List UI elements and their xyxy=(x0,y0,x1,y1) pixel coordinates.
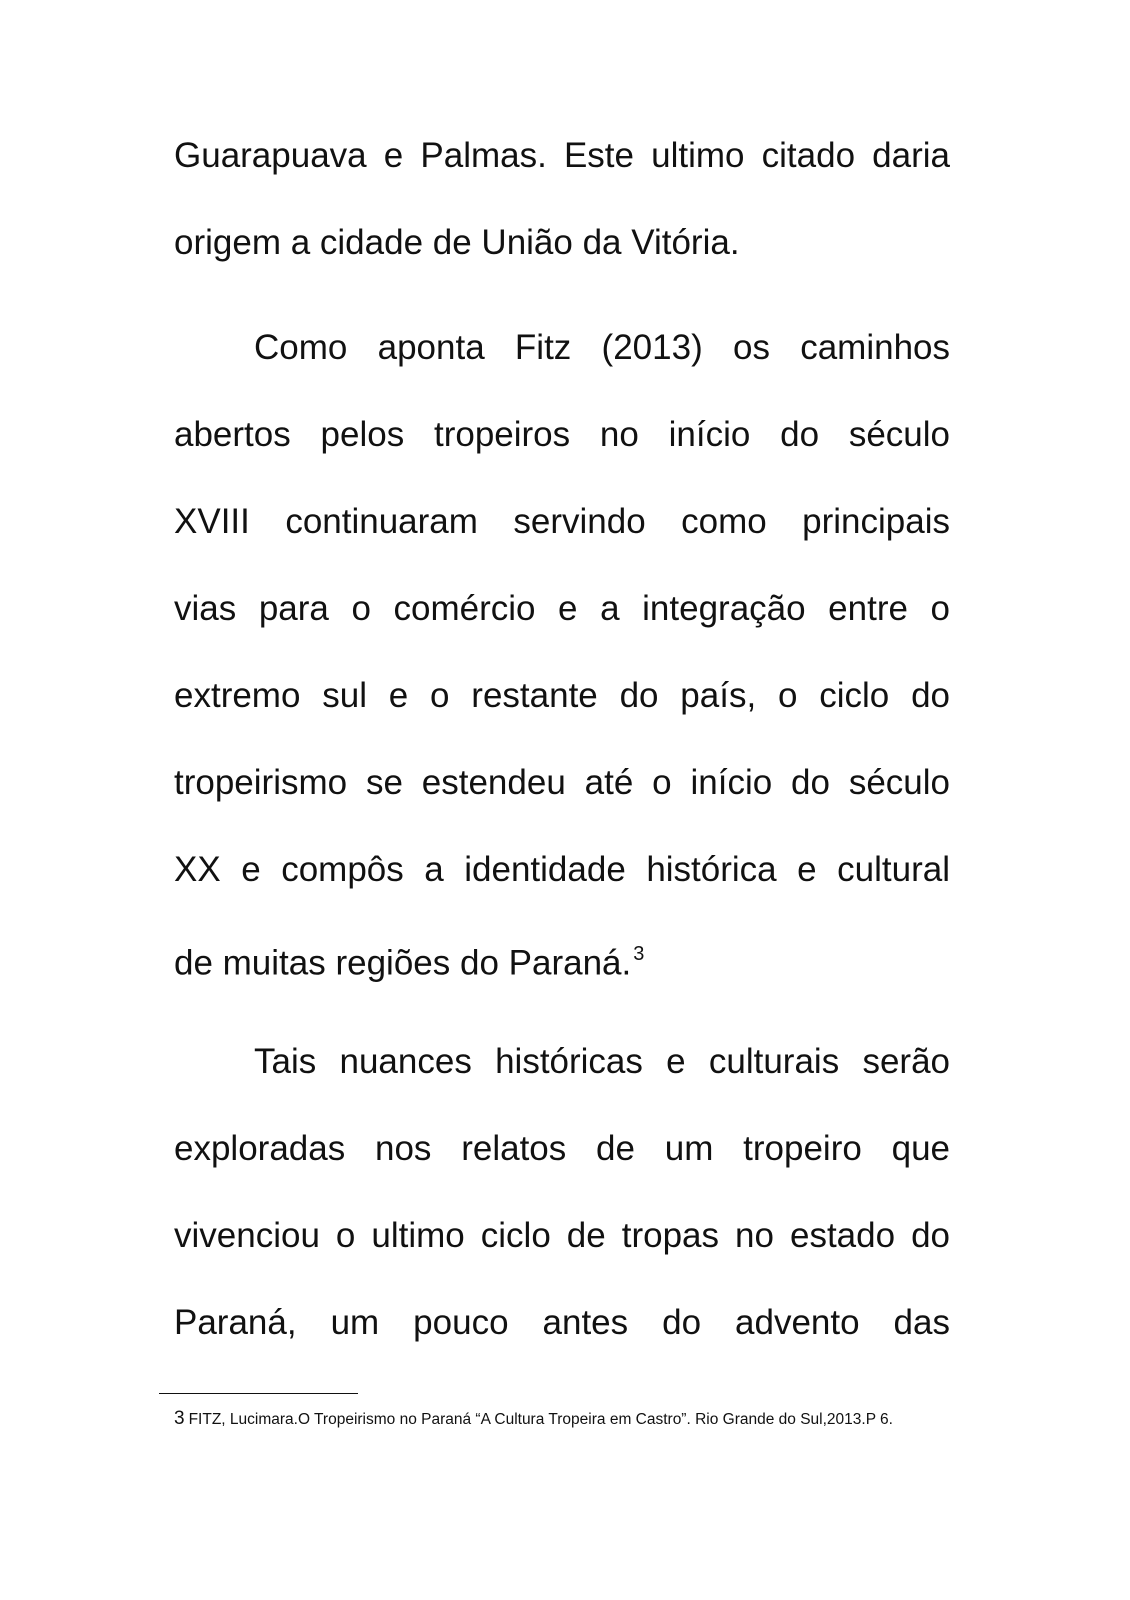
footnote-number: 3 xyxy=(174,1408,185,1429)
body-text xyxy=(174,112,950,1366)
paragraph-3 xyxy=(174,1018,950,1366)
paragraph-1 xyxy=(174,112,950,286)
text-line: exploradas nos relatos de um tropeiro que xyxy=(174,1129,950,1168)
paragraph-spacer xyxy=(174,286,950,304)
paragraph-2 xyxy=(174,304,950,1000)
text-line: vivenciou o ultimo ciclo de tropas no estado do xyxy=(174,1216,950,1255)
text-line: XVIII continuaram servindo como principais xyxy=(174,502,950,541)
footnote-text: FITZ, Lucimara.O Tropeirismo no Paraná “A Cultura Tropeira em Castro”. Rio Grande do Sul,2013.P 6. xyxy=(188,1411,893,1428)
text-line: Paraná, um pouco antes do advento das xyxy=(174,1303,950,1342)
text-line: Como aponta Fitz (2013) os caminhos xyxy=(254,328,950,367)
footnote-reference[interactable]: 3 xyxy=(633,943,645,965)
text-line-content: de muitas regiões do Paraná. xyxy=(174,943,632,983)
text-line: tropeirismo se estendeu até o início do século xyxy=(174,763,950,802)
text-line: origem a cidade de União da Vitória. xyxy=(174,223,740,262)
paragraph-spacer xyxy=(174,1000,950,1018)
footnote xyxy=(174,1408,974,1431)
footnote-separator xyxy=(159,1393,358,1394)
text-line: extremo sul e o restante do país, o ciclo do xyxy=(174,676,950,715)
text-line: vias para o comércio e a integração entre o xyxy=(174,589,950,628)
text-line: XX e compôs a identidade histórica e cultural xyxy=(174,850,950,889)
text-line-last xyxy=(174,913,950,1000)
text-line: Guarapuava e Palmas. Este ultimo citado daria xyxy=(174,136,950,175)
text-line: abertos pelos tropeiros no início do século xyxy=(174,415,950,454)
text-line: Tais nuances históricas e culturais serão xyxy=(254,1042,950,1081)
